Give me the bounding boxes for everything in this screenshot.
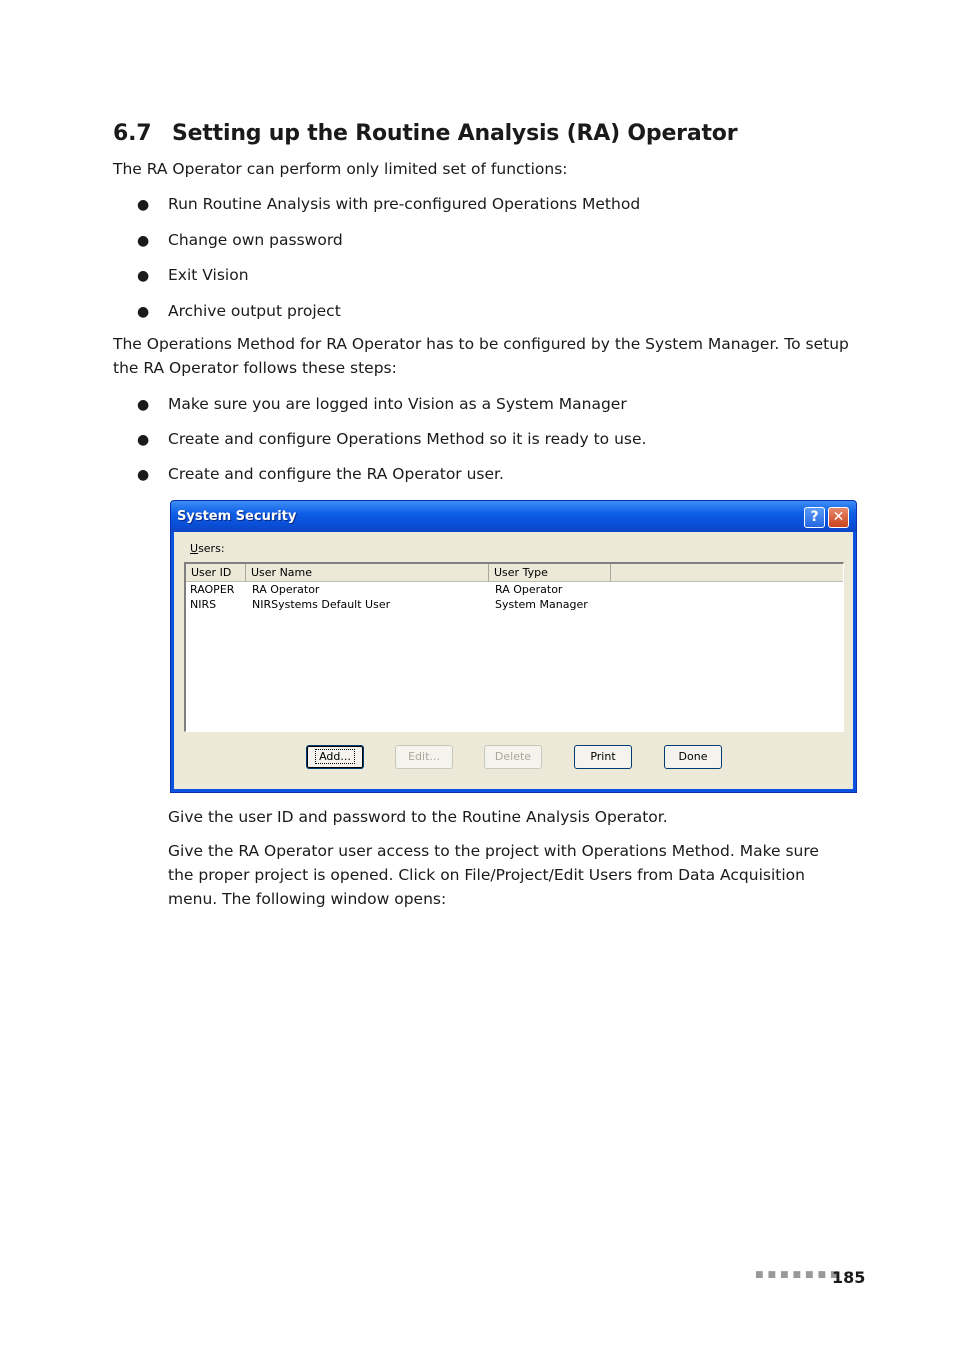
edit-button: Edit... [395, 745, 453, 769]
users-label: Users: [190, 542, 225, 555]
user-type-cell: System Manager [495, 598, 588, 611]
done-button[interactable]: Done [664, 745, 722, 769]
add-button[interactable]: Add... [306, 745, 364, 769]
function-item: ● Archive output project [137, 299, 341, 324]
dialog-client-area [174, 532, 853, 789]
section-number: 6.7 [113, 121, 152, 146]
step-item: ● Create and configure Operations Method so it is ready to use. [137, 427, 646, 452]
dialog-title: System Security [177, 509, 297, 524]
section-title: Setting up the Routine Analysis (RA) Operator [172, 121, 738, 146]
function-item: ● Exit Vision [137, 263, 249, 288]
table-row[interactable] [186, 582, 843, 597]
column-header-user-name[interactable]: User Name [246, 564, 489, 581]
function-item: ● Run Routine Analysis with pre-configured Operations Method [137, 192, 640, 217]
project-access-paragraph: Give the RA Operator user access to the project with Operations Method. Make sure the proper project is opened. Click on File/Project/Edit Users from Data Acquisition menu. The following window opens: [168, 842, 819, 908]
config-paragraph: The Operations Method for RA Operator has to be configured by the System Manager. To setup the RA Operator follows these steps: [113, 335, 849, 377]
page-number: 185 [832, 1268, 866, 1287]
user-name-cell: NIRSystems Default User [252, 598, 391, 611]
bullet-icon: ● [137, 397, 150, 413]
help-icon[interactable]: ? [804, 507, 825, 528]
intro-paragraph: The RA Operator can perform only limited set of functions: [113, 160, 568, 178]
user-id-paragraph: Give the user ID and password to the Routine Analysis Operator. [168, 808, 668, 826]
section-heading [113, 121, 737, 146]
users-list[interactable] [184, 562, 844, 732]
print-button[interactable]: Print [574, 745, 632, 769]
user-id-cell: RAOPER [190, 583, 235, 596]
user-name-cell: RA Operator [252, 583, 320, 596]
delete-button: Delete [484, 745, 542, 769]
system-security-dialog [170, 500, 857, 793]
users-list-header [186, 564, 843, 582]
function-item: ● Change own password [137, 228, 343, 253]
dialog-titlebar[interactable] [171, 501, 856, 532]
bullet-icon: ● [137, 268, 150, 284]
column-header-user-id[interactable]: User ID [186, 564, 246, 581]
bullet-icon: ● [137, 233, 150, 249]
bullet-icon: ● [137, 304, 150, 320]
user-id-cell: NIRS [190, 598, 217, 611]
user-type-cell: RA Operator [495, 583, 563, 596]
step-item: ● Make sure you are logged into Vision as a System Manager [137, 392, 627, 417]
bullet-icon: ● [137, 432, 150, 448]
column-header-user-type[interactable]: User Type [489, 564, 611, 581]
bullet-icon: ● [137, 197, 150, 213]
footer-dots: ■■■■■■■ [755, 1270, 843, 1280]
step-item: ● Create and configure the RA Operator user. [137, 462, 504, 487]
table-row[interactable] [186, 597, 843, 612]
column-header-blank [611, 564, 842, 581]
close-icon[interactable]: ✕ [828, 507, 849, 528]
bullet-icon: ● [137, 467, 150, 483]
